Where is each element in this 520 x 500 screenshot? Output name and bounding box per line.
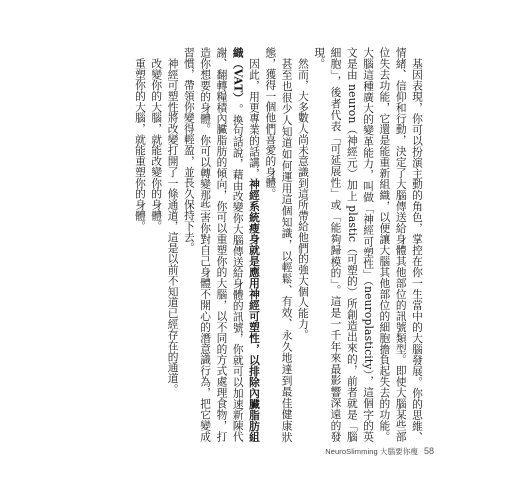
- book-title: NeuroSlimming 大腦要你瘦: [325, 447, 418, 456]
- paragraph-4-emphasis: 神經系統瘦身就是應用神經可塑性，以排除內臟脂肪組織（VAT）: [231, 47, 262, 442]
- paragraph-5: 神經可塑性將改變打開了一條通道，這是以前不知道已經存在的通道。: [166, 57, 180, 395]
- paragraph-4: [181, 47, 262, 442]
- paragraph-4-rest: 。換句話說，藉由改變你大腦傳送給身體的訊號，你就可以加速新陳代謝、翻轉糧積內臟脂肪的傾向，你可以重塑你的大腦，以不同的方式處理食物，打造你想要的身體。你可以轉變那些害你對自己身體不開心的潛意識行為，把它變成習慣，帶領你變得輕盈，並長久保持下去。: [182, 47, 245, 442]
- paragraph-4-intro: 因此，用更專業的話講，: [248, 57, 262, 179]
- paragraph-7: 重塑你的大腦，就能重塑你的身體。: [133, 57, 147, 232]
- paragraph-2: 然而，大多數人尚未意識到這所帶給他們的強大個人能力。: [296, 57, 310, 340]
- page-number: 58: [423, 446, 434, 456]
- paragraph-3: 甚至也很少人知道如何運用這個知識，以輕鬆、有效、永久地達到最佳健康狀態，獲得一個他們喜愛的身體。: [264, 47, 294, 442]
- page-footer: [325, 446, 434, 457]
- paragraph-6: 改變你的大腦，就能改變你的身體。: [150, 57, 164, 232]
- body-text: [132, 47, 425, 442]
- paragraph-1: 基因表現，你可以扮演主動的角色，掌控在你一生當中的大腦發展。你的思維、情緒、信仰和行動，決定了大腦傳送給身體其他部位的訊號類型。即使大腦某些部位失去功能，它還是能重新組織，以便讓大腦其他部位的細胞擔負起失去的功能。大腦這種廣大的變革能力，叫做「神經可塑性」（neuroplasticity），這個字的英文是由 neuron（神經元）加上 plastic（可塑的）所創造出來的，前者就是「腦細胞」，後者代表「可延展性」或「能夠歸模的」。這是一千年來最影響深遠的發現。: [313, 47, 424, 442]
